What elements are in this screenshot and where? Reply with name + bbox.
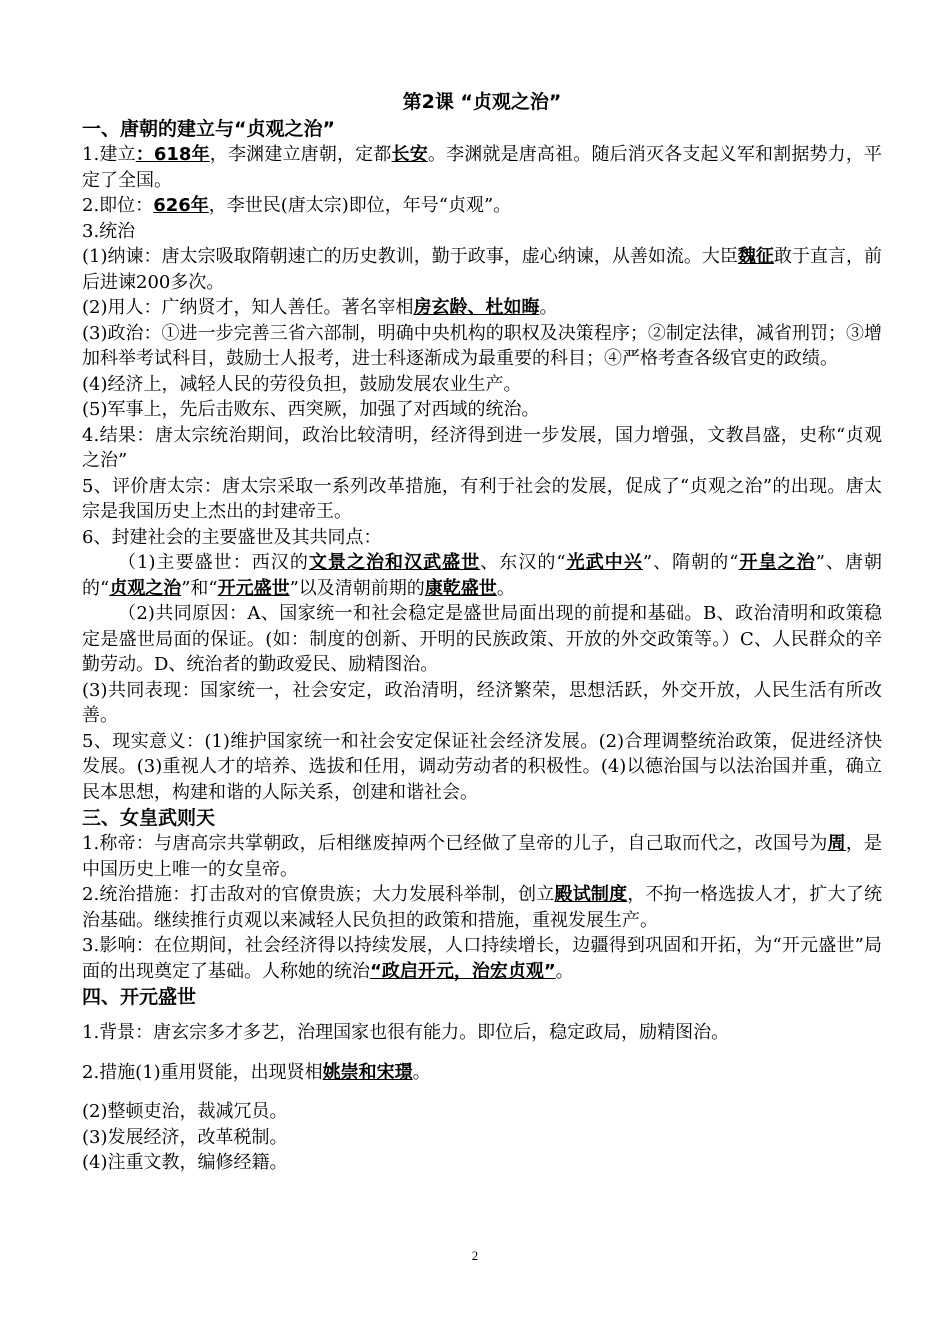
key-term: 文景之治和汉武盛世 (308, 552, 481, 573)
text: 3.影响：在位期间，社会经济得以持续发展，人口持续增长，边疆得到巩固和开拓，为“开元盛世”局面的出现奠定了基础。人称她的统治 (82, 935, 882, 982)
text: (2)用人：广纳贤才，知人善任。著名宰相 (82, 297, 414, 318)
text: （1)主要盛世：西汉的 (118, 552, 309, 573)
text: 。 (539, 297, 558, 318)
key-term: 626年 (153, 195, 209, 216)
text: (1)纳谏：唐太宗吸取隋朝速亡的历史教训，勤于政事，虚心纳谏，从善如流。大臣 (82, 246, 738, 267)
para-common-causes: （2)共同原因：A、国家统一和社会稳定是盛世局面出现的前提和基础。B、政治清明和政策稳定是盛世局面的保证。(如：制度的创新、开明的民族政策、开放的外交政策等。）C、人民群众的辛勤劳动。D、统治者的勤政爱民、励精图治。 (82, 603, 882, 675)
key-term: 房玄龄、杜如晦 (413, 297, 540, 318)
para-founding (82, 142, 882, 193)
text: ，李世民(唐太宗)即位，年号“贞观”。 (208, 195, 512, 216)
para-kaiyuan-measure-4: (4)注重文教，编修经籍。 (82, 1152, 288, 1173)
text: 。李渊就是唐高祖。随后消灭各支起义军和割据势力，平定了全国。 (82, 144, 883, 191)
para-rule: 3.统治 (82, 220, 136, 242)
para-common-features: (3)共同表现：国家统一，社会安定，政治清明，经济繁荣，思想活跃，外交开放，人民生活有所改善。 (82, 679, 882, 726)
key-term: 长安 (391, 144, 428, 165)
para-remonstrance (82, 244, 882, 295)
key-term: 贞观之治 (109, 577, 182, 599)
text: ”、唐朝的“ (82, 552, 883, 599)
text: 、东汉的“ (480, 552, 566, 573)
para-background: 1.背景：唐玄宗多才多艺，治理国家也很有能力。即位后，稳定政局，励精图治。 (82, 1022, 730, 1043)
para-evaluation: 5、评价唐太宗：唐太宗采取一系列改革措施，有利于社会的发展，促成了“贞观之治”的出现。唐太宗是我国历史上杰出的封建帝王。 (82, 475, 882, 522)
section-heading-1: 一、唐朝的建立与“贞观之治” (82, 118, 335, 140)
para-significance: 5、现实意义：(1)维护国家统一和社会安定保证社会经济发展。(2)合理调整统治政策，促进经济快发展。(3)重视人才的培养、选拔和任用，调动劳动者的积极性。(4)以德治国与以法治国并重，确立民本思想，构建和谐的人际关系，创建和谐社会。 (82, 730, 882, 803)
para-kaiyuan-measure-2: (2)整顿吏治，裁减冗员。 (82, 1101, 288, 1122)
para-result: 4.结果：唐太宗统治期间，政治比较清明，经济得到进一步发展，国力增强，文教昌盛，史称“贞观之治” (82, 424, 882, 471)
lesson-title: 第2课 “贞观之治” (402, 91, 562, 113)
document-page (82, 88, 882, 1176)
para-influence (82, 933, 882, 984)
text: 2.措施(1)重用贤能，出现贤相 (82, 1061, 323, 1083)
para-military: (5)军事上，先后击败东、西突厥，加强了对西域的统治。 (82, 399, 540, 420)
key-term: 康乾盛世 (424, 577, 497, 599)
para-kaiyuan-measure-1 (82, 1060, 882, 1086)
para-appointment (82, 295, 882, 321)
text: ，李渊建立唐朝，定都 (209, 144, 392, 165)
key-term: 光武中兴 (565, 552, 643, 573)
key-term: 殿试制度 (554, 884, 628, 905)
section-heading-4: 四、开元盛世 (82, 986, 197, 1008)
para-economy: (4)经济上，减轻人民的劳役负担，鼓励发展农业生产。 (82, 373, 522, 395)
key-term: 开元盛世 (217, 577, 290, 599)
para-accession (82, 193, 882, 219)
key-term: 开皇之治 (738, 552, 816, 573)
text: 。 (496, 577, 515, 599)
key-term: 魏征 (737, 246, 774, 267)
key-term: 姚崇和宋璟 (322, 1061, 413, 1083)
text: 1.建立 (82, 144, 136, 165)
para-enthronement (82, 831, 882, 882)
text: 。 (555, 960, 574, 982)
text: ”、隋朝的“ (642, 552, 739, 573)
para-golden-ages (82, 550, 882, 601)
para-kaiyuan-measure-3: (3)发展经济，改革税制。 (82, 1126, 288, 1148)
text: 2.统治措施：打击敌对的官僚贵族；大力发展科举制，创立 (82, 884, 555, 905)
para-measures (82, 882, 882, 933)
text: 敢于直言，前后进谏200多次。 (82, 246, 883, 293)
page-number: 2 (471, 1248, 479, 1263)
key-term: 周 (827, 833, 846, 854)
section-heading-3: 三、女皇武则天 (82, 807, 216, 829)
text: ，是中国历史上唯一的女皇帝。 (82, 833, 883, 880)
text: 2.即位： (82, 195, 154, 216)
text: ”和“ (181, 577, 218, 599)
text: 。 (412, 1061, 431, 1083)
key-term: “政启开元，治宏贞观” (370, 960, 556, 982)
text: ，不拘一格选拔人才，扩大了统治基础。继续推行贞观以来减轻人民负担的政策和措施，重视发展生产。 (82, 884, 883, 931)
text: ”以及清朝前期的 (289, 577, 425, 599)
para-politics: (3)政治：①进一步完善三省六部制，明确中央机构的职权及决策程序；②制定法律，减省刑罚；③增加科举考试科目，鼓励士人报考，进士科逐渐成为最重要的科目；④严格考查各级官吏的政绩。 (82, 322, 882, 369)
para-golden-ages-heading: 6、封建社会的主要盛世及其共同点： (82, 526, 382, 548)
text: 1.称帝：与唐高宗共掌朝政，后相继废掉两个已经做了皇帝的儿子，自己取而代之，改国号为 (82, 833, 828, 854)
key-term: ：618年 (135, 144, 210, 165)
